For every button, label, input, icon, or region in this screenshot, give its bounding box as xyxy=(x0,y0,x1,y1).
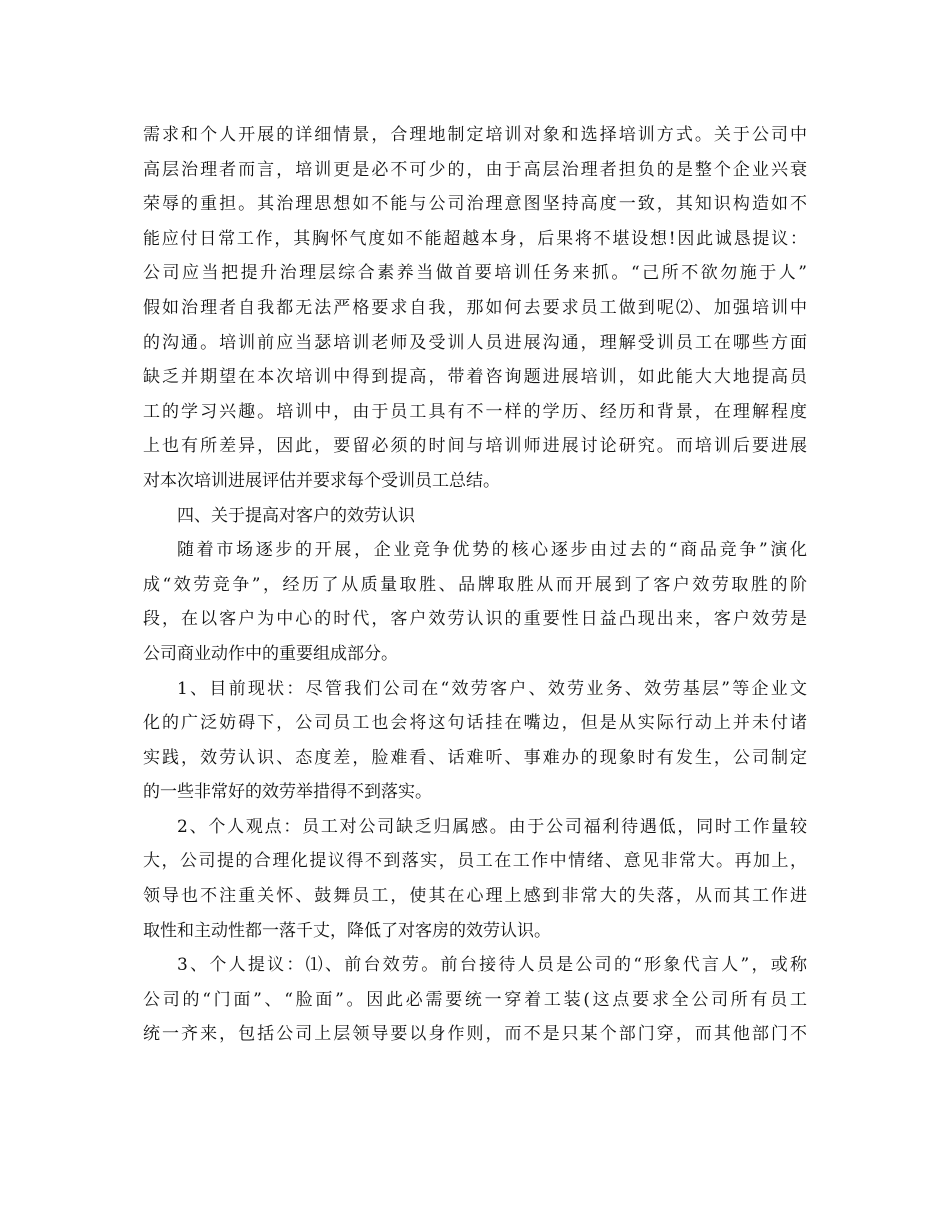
paragraph-p2 xyxy=(143,499,807,534)
text-line: 公司商业动作中的重要组成部分。 xyxy=(143,643,398,664)
text-line: 成“效劳竞争”，经历了从质量取胜、品牌取胜从而开展到了客户效劳取胜的阶 xyxy=(143,574,807,595)
text-line: 实践，效劳认识、态度差，脸难看、话难听、事难办的现象时有发生，公司制定 xyxy=(143,747,807,768)
text-line: 随着市场逐步的开展，企业竞争优势的核心逐步由过去的“商品竞争”演化 xyxy=(177,540,807,561)
text-line: 化的广泛妨碍下，公司员工也会将这句话挂在嘴边，但是从实际行动上并未付诸 xyxy=(143,713,807,734)
document-body xyxy=(143,118,807,1052)
text-line: 大，公司提的合理化提议得不到落实，员工在工作中情绪、意见非常大。再加上， xyxy=(143,851,807,872)
paragraph-p5 xyxy=(143,810,807,948)
text-line: 对本次培训进展评估并要求每个受训员工总结。 xyxy=(143,470,500,491)
text-line: 公司应当把提升治理层综合素养当做首要培训任务来抓。“己所不欲勿施于人” xyxy=(143,263,807,284)
paragraph-p4 xyxy=(143,672,807,810)
text-line: 缺乏并期望在本次培训中得到提高，带着咨询题进展培训，如此能大大地提高员 xyxy=(143,367,807,388)
paragraph-p1 xyxy=(143,118,807,499)
text-line: 2、个人观点：员工对公司缺乏归属感。由于公司福利待遇低，同时工作量较 xyxy=(177,816,807,837)
text-line: 高层治理者而言，培训更是必不可少的，由于高层治理者担负的是整个企业兴衰 xyxy=(143,159,807,180)
paragraph-p6 xyxy=(143,948,807,1052)
text-line: 需求和个人开展的详细情景，合理地制定培训对象和选择培训方式。关于公司中 xyxy=(143,125,807,145)
paragraph-p3 xyxy=(143,533,807,671)
text-line: 的一些非常好的效劳举措得不到落实。 xyxy=(143,782,432,803)
text-line: 统一齐来，包括公司上层领导要以身作则，而不是只某个部门穿，而其他部门不 xyxy=(143,1024,807,1045)
text-line: 取性和主动性都一落千丈，降低了对客房的效劳认识。 xyxy=(143,920,551,941)
text-line: 段，在以客户为中心的时代，客户效劳认识的重要性日益凸现出来，客户效劳是 xyxy=(143,609,807,630)
text-line: 1、目前现状：尽管我们公司在“效劳客户、效劳业务、效劳基层”等企业文 xyxy=(177,678,807,699)
text-line: 四、关于提高对客户的效劳认识 xyxy=(177,505,415,526)
text-line: 荣辱的重担。其治理思想如不能与公司治理意图坚持高度一致，其知识构造如不 xyxy=(143,194,807,215)
text-line: 假如治理者自我都无法严格要求自我，那如何去要求员工做到呢⑵、加强培训中 xyxy=(143,297,807,318)
text-line: 上也有所差异，因此，要留必须的时间与培训师进展讨论研究。而培训后要进展 xyxy=(143,436,807,457)
text-line: 的沟通。培训前应当瑟培训老师及受训人员进展沟通，理解受训员工在哪些方面 xyxy=(143,332,807,353)
text-line: 3、个人提议：⑴、前台效劳。前台接待人员是公司的“形象代言人”，或称 xyxy=(177,955,807,976)
text-line: 领导也不注重关怀、鼓舞员工，使其在心理上感到非常大的失落，从而其工作进 xyxy=(143,886,807,907)
text-line: 能应付日常工作，其胸怀气度如不能超越本身，后果将不堪设想!因此诚恳提议： xyxy=(143,228,807,249)
text-line: 公司的“门面”、“脸面”。因此必需要统一穿着工装(这点要求全公司所有员工 xyxy=(143,989,807,1010)
text-line: 工的学习兴趣。培训中，由于员工具有不一样的学历、经历和背景，在理解程度 xyxy=(143,401,807,422)
